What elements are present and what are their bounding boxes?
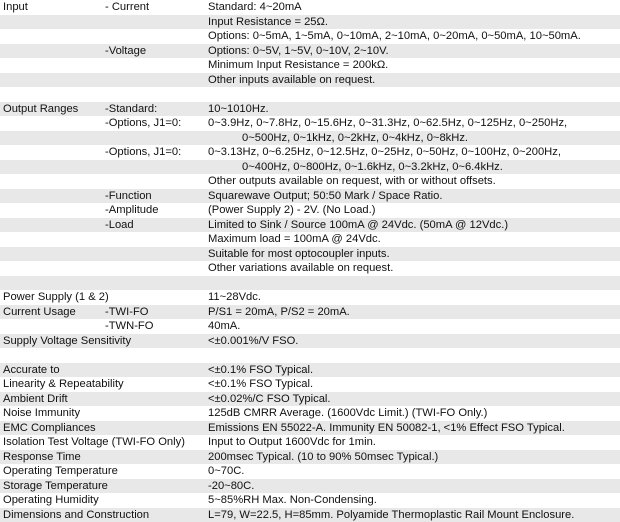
spec-parameter: Accurate to [3,363,60,376]
spec-row [0,479,620,494]
spec-subparameter: -TWN-FO [105,320,154,332]
spec-value: 11~28Vdc. [208,291,261,303]
spec-value: Standard: 4~20mA [208,1,302,13]
spec-subparameter: -Amplitude [105,204,159,216]
spec-value: Suitable for most optocoupler inputs. [208,247,390,260]
spec-value: Options: 0~5mA, 1~5mA, 0~10mA, 2~10mA, 0~20mA, 0~50mA, 10~50mA. [208,30,581,42]
spec-subparameter: -Options, J1=0: [105,146,182,158]
spec-row [0,508,620,522]
spec-row [0,334,620,349]
spec-row [0,15,620,30]
spec-value: 0~3.9Hz, 0~7.8Hz, 0~15.6Hz, 0~31.3Hz, 0~62.5Hz, 0~125Hz, 0~250Hz, [208,117,568,129]
spec-row [0,160,620,175]
spec-row [0,102,620,117]
spec-row [0,203,620,218]
spec-row [0,348,620,363]
spec-value: L=79, W=22.5, H=85mm. Polyamide Thermoplastic Rail Mount Enclosure. [208,508,575,521]
spec-parameter: Isolation Test Voltage (TWI-FO Only) [3,436,185,448]
spec-subparameter: -Load [105,218,134,231]
spec-row [0,232,620,247]
spec-row [0,189,620,204]
spec-subparameter: -Options, J1=0: [105,117,182,129]
spec-value: Other variations available on request. [208,262,394,274]
spec-parameter: Output Ranges [3,102,79,115]
spec-row [0,145,620,160]
spec-row [0,464,620,479]
spec-row [0,261,620,276]
spec-value: <±0.1% FSO Typical. [208,378,314,390]
spec-row [0,493,620,508]
spec-value: 10~1010Hz. [208,102,269,115]
spec-subparameter: -Voltage [105,44,147,57]
spec-value: 5~85%RH Max. Non-Condensing. [208,494,377,506]
spec-value: -20~80C. [208,479,255,492]
spec-subparameter: -Function [105,189,152,202]
spec-value: Other inputs available on request. [208,73,376,86]
spec-value: 200msec Typical. (10 to 90% 50msec Typical.) [208,450,439,463]
spec-parameter: Linearity & Repeatability [3,378,124,390]
spec-parameter: Current Usage [3,305,76,318]
spec-value: <±0.02%/C FSO Typical. [208,392,331,405]
spec-row [0,44,620,59]
spec-parameter: Operating Temperature [3,465,118,477]
spec-value: 0~3.13Hz, 0~6.25Hz, 0~12.5Hz, 0~25Hz, 0~50Hz, 0~100Hz, 0~200Hz, [208,146,561,158]
spec-row [0,276,620,291]
spec-subparameter: -Standard: [105,102,158,115]
spec-parameter: Operating Humidity [3,494,99,506]
spec-row [0,435,620,450]
spec-row [0,58,620,73]
spec-row [0,421,620,436]
spec-row [0,116,620,131]
spec-row [0,73,620,88]
spec-row [0,406,620,421]
spec-value: 40mA. [208,320,241,332]
spec-value: Limited to Sink / Source 100mA @ 24Vdc. (50mA @ 12Vdc.) [208,218,509,231]
spec-value: 0~500Hz, 0~1kHz, 0~2kHz, 0~4kHz, 0~8kHz. [242,131,469,144]
spec-parameter: Noise Immunity [3,407,81,419]
spec-row [0,29,620,44]
spec-value: Emissions EN 55022-A. Immunity EN 50082-1, <1% Effect FSO Typical. [208,421,565,434]
spec-value: Other outputs available on request, with or without offsets. [208,175,496,187]
spec-subparameter: - Current [105,1,150,13]
spec-row [0,392,620,407]
spec-row [0,290,620,305]
spec-value: P/S1 = 20mA, P/S2 = 20mA. [208,305,350,318]
spec-parameter: Response Time [3,450,81,463]
spec-parameter: Ambient Drift [3,392,68,405]
spec-value: Input Resistance = 25Ω. [208,15,328,28]
spec-value: Minimum Input Resistance = 200kΩ. [208,59,389,71]
spec-row [0,131,620,146]
spec-parameter: Input [3,1,28,13]
spec-value: 0~70C. [208,465,245,477]
spec-row [0,319,620,334]
spec-value: Input to Output 1600Vdc for 1min. [208,436,376,448]
spec-value: <±0.1% FSO Typical. [208,363,314,376]
spec-row [0,218,620,233]
spec-row [0,0,620,15]
spec-parameter: EMC Compliances [3,421,96,434]
spec-value: (Power Supply 2) - 2V. (No Load.) [208,204,376,216]
spec-row [0,377,620,392]
spec-value: <±0.001%/V FSO. [208,334,299,347]
spec-subparameter: -TWI-FO [105,305,149,318]
spec-value: 0~400Hz, 0~800Hz, 0~1.6kHz, 0~3.2kHz, 0~6.4kHz. [242,160,503,173]
spec-value: Maximum load = 100mA @ 24Vdc. [208,233,381,245]
spec-row [0,87,620,102]
spec-value: Options: 0~5V, 1~5V, 0~10V, 2~10V. [208,44,389,57]
spec-parameter: Storage Temperature [3,479,108,492]
spec-value: 125dB CMRR Average. (1600Vdc Limit.) (TWI-FO Only.) [208,407,488,419]
spec-row [0,305,620,320]
spec-value: Squarewave Output; 50:50 Mark / Space Ratio. [208,189,443,202]
spec-parameter: Power Supply (1 & 2) [3,291,109,303]
spec-parameter: Dimensions and Construction [3,508,150,521]
spec-row [0,450,620,465]
spec-row [0,174,620,189]
spec-row [0,247,620,262]
spec-parameter: Supply Voltage Sensitivity [3,334,132,347]
spec-row [0,363,620,378]
